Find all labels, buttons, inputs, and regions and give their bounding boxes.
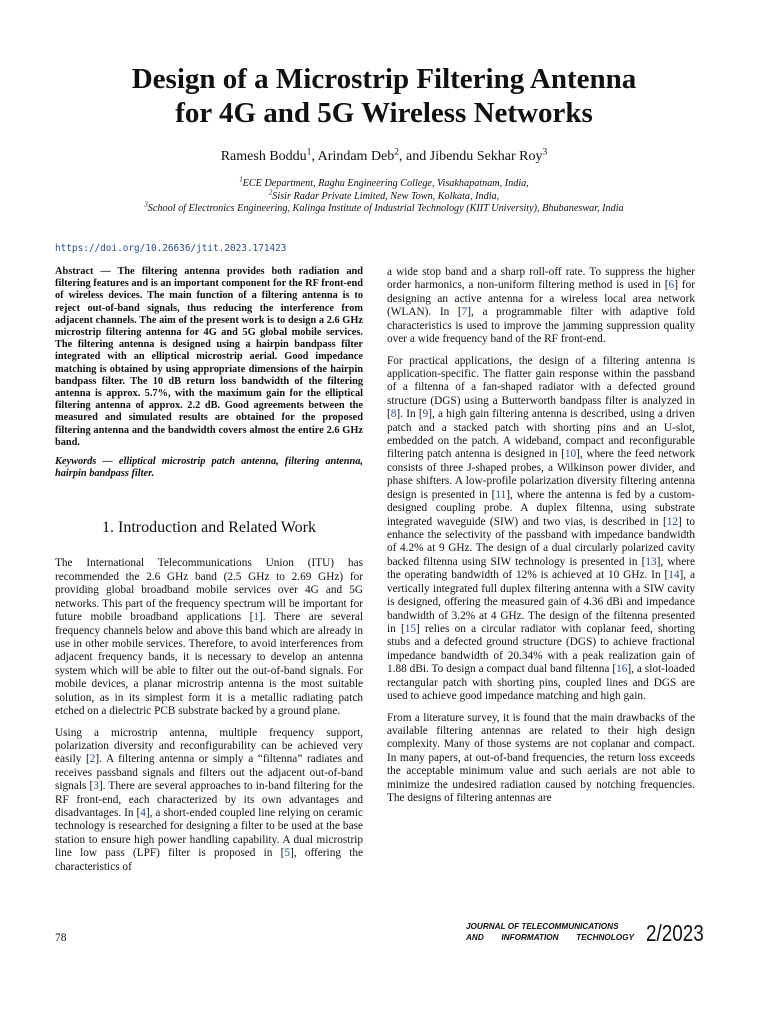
page-number: 78 (55, 932, 67, 944)
author-separator: , (311, 149, 318, 164)
author-separator: , and (399, 149, 430, 164)
citation-link[interactable]: 8 (390, 408, 397, 421)
citation-link[interactable]: 11 (495, 488, 507, 501)
author-name: Arindam Deb (317, 149, 395, 164)
citation-link[interactable]: 13 (645, 555, 657, 568)
citation-link[interactable]: 3 (93, 780, 99, 793)
keywords: Keywords — elliptical microstrip patch antenna, filtering antenna, hairpin bandpass filter. (55, 456, 363, 480)
affiliation-line: $^3$School of Electronics Engineering, Kalinga Institute of Industrial Technology (KIIT University), Bhubaneswar, India (144, 201, 624, 214)
body-paragraph: Using a microstrip antenna, multiple frequency support, polarization diversity and reconfigurability can be achieved very easily [2]. A filtering antenna or simply a “filtenna” radiates and receives passband signals and filters out the adjacent out-of-band signals [3]. There are several approaches to in-band filtering for the RF front-end, each characterized by its own advantages and disadvantages. In [4], a short-ended coupled line relying on ceramic technology is researched for designing a filter to be used at the base station to ensure high power handling capability. A dual microstrip line low pass (LPF) filter is proposed in [5], offering the characteristics of (55, 726, 363, 873)
citation-link[interactable]: 14 (668, 569, 680, 582)
citation-link[interactable]: 2 (89, 753, 96, 766)
author-name: Jibendu Sekhar Roy (429, 149, 543, 164)
citation-link[interactable]: 5 (284, 847, 291, 860)
title-line-1: Design of a Microstrip Filtering Antenna (131, 63, 637, 95)
doi-link[interactable]: https://doi.org/10.26636/jtit.2023.171423 (55, 243, 287, 254)
author-name: Ramesh Boddu (220, 149, 307, 164)
affiliations (40, 178, 728, 216)
author-affiliation-mark: 3 (542, 147, 548, 158)
author-affiliation-mark: 2 (394, 147, 400, 158)
affiliation-line: $^2$Sisir Radar Private Limited, New Town, Kolkata, India, (268, 189, 500, 202)
citation-link[interactable]: 1 (253, 611, 260, 624)
author-affiliation-mark: 1 (306, 147, 312, 158)
section-heading: 1. Introduction and Related Work (102, 519, 316, 537)
citation-link[interactable]: 15 (404, 622, 417, 635)
title-line-2: for 4G and 5G Wireless Networks (175, 97, 593, 129)
citation-link[interactable]: 4 (140, 807, 146, 820)
left-column (55, 266, 363, 874)
citation-link[interactable]: 7 (461, 306, 468, 319)
right-column (387, 266, 695, 805)
citation-link[interactable]: 6 (668, 279, 675, 292)
body-paragraph: For practical applications, the design of a filtering antenna is application-specific. The flatter gain response within the passband of a filtenna of a fan-shaped radiator with a defected ground structure (DGS) using a Butterworth bandpass filter is analyzed in [8]. In [9], a high gain filtering antenna is described, using a driven patch and a stacked patch with shorting pins and an U-slot, embedded on the patch. A wideband, compact and reconfigurable filtering patch antenna is designed in [10], where the feed network consists of three J-shaped probes, a Wilkinson power divider, and phase shifters. A low-profile polarization diversity filtering antenna design is presented in [11], where the antenna is fed by a custom-designed coupling probe. A duplex filtenna, using substrate integrated waveguide (SIW) and two vias, is described in [12] to enhance the selectivity of the passband with impedance bandwidth of 4.2% at 9 GHz. The design of a dual circularly polarized cavity backed filtenna using SIW technology is presented in [13], where the operating bandwidth of 12% is achieved at 10 GHz. In [14], a vertically integrated full duplex filtering antenna with a SIW cavity is designed, offering the measured gain of 4.36 dBi and impedance bandwidth of 3.2% at 4 GHz. The design of the filtenna presented in [15] relies on a circular radiator with coplanar feed, shorting stubs and a defected ground structure (DGS) to achieve fractional impedance bandwidth of 20.34% with a peak realization gain of 1.88 dBi. To design a compact dual band filtenna [16], a slot-loaded rectangular patch with shorting pins, coupled lines and DGS are used to achieve good impedance matching and high gain. (387, 354, 696, 703)
paper-title (40, 62, 728, 130)
citation-link[interactable]: 9 (422, 408, 429, 421)
body-paragraph: The International Telecommunications Union (ITU) has recommended the 2.6 GHz band (2.5 GHz to 2.69 GHz) for providing global broadband mobile services over 4G and 5G networks. This part of the frequency spectrum will be important for future mobile broadband applications [1]. There are several frequency channels below and above this band which are already in use in other mobile services. Therefore, to avoid interferences from adjacent frequency bands, it is necessary to develop an antenna system which will be able to filter out the out-of-band signals. For mobile devices, a planar microstrip antenna is the most suitable solution, as in its simplest form it is a metallic radiating patch etched on a dielectric PCB substrate backed by a ground plane. (55, 557, 363, 718)
body-paragraph: a wide stop band and a sharp roll-off rate. To suppress the higher order harmonics, a non-uniform filtering method is used in [6] for designing an active antenna for a wireless local area network (WLAN). In [7], a programmable filter with adaptive fold characteristics is used to improve the jamming suppression quality over a wide frequency band of the RF front-end. (387, 266, 695, 346)
citation-link[interactable]: 16 (616, 663, 628, 676)
body-paragraph: From a literature survey, it is found that the main drawbacks of the available filtering antennas are related to their high design complexity. Many of those systems are not coplanar and compact. In many papers, at out-of-band frequencies, the return loss exceeds the acceptable minimum value and such aerials are not able to minimize the undesired radiation caused by notching frequencies. The designs of filtering antennas are (387, 711, 695, 805)
journal-name: JOURNAL OF TELECOMMUNICATIONS AND INFORMATION TECHNOLOGY (466, 922, 634, 942)
citation-link[interactable]: 10 (564, 448, 577, 461)
issue-number: 2/2023 (646, 920, 704, 946)
citation-link[interactable]: 12 (666, 515, 679, 528)
abstract: Abstract — The filtering antenna provides both radiation and filtering features and is an important component for the RF front-end of wireless devices. The main function of a filtering antenna is to reject out-of-band signals, thus reducing the interference from adjacent channels. The aim of the present work is to design a 2.6 GHz microstrip filtering antenna for 4G and 5G global mobile services. The filtering antenna is designed using a hairpin bandpass filter integrated with an elliptical microstrip aerial. Good impedance matching is obtained by using appropriate dimensions of the hairpin bandpass filter. The 10 dB return loss bandwidth of the filtering antenna is approx. 5.7%, with the maximum gain for the elliptical filtering antenna of approx. 2.2 dB. Good agreements between the measured and simulated results are obtained for the proposed filtering antenna and the bandwidth covers almost the entire 2.6 GHz band. (55, 266, 363, 448)
author-list (40, 148, 728, 166)
affiliation-line: $^1$ECE Department, Raghu Engineering College, Visakhapatnam, India, (239, 176, 529, 189)
